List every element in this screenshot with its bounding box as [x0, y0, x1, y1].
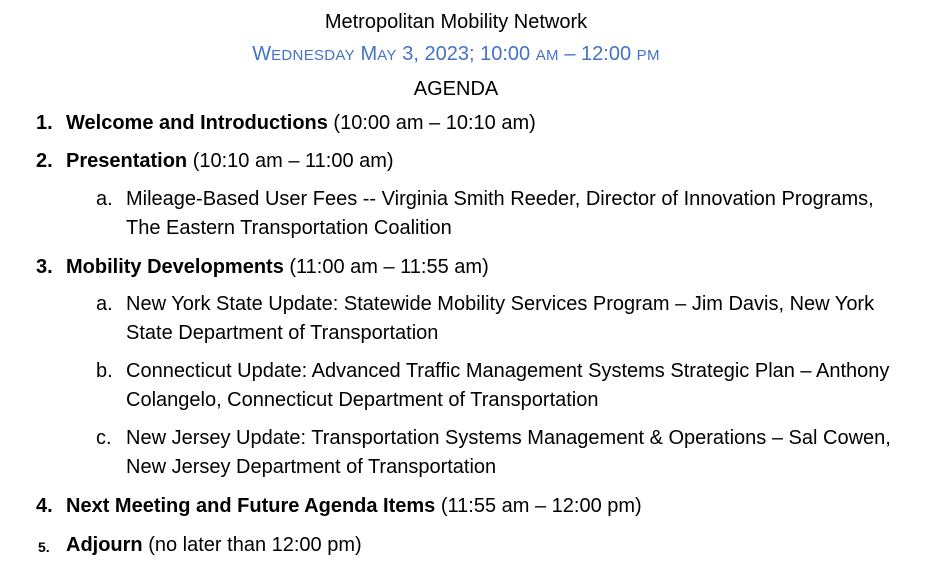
item-title: Presentation	[66, 150, 188, 172]
item-body	[66, 493, 642, 519]
item-time: (11:00 am – 11:55 am)	[283, 256, 489, 278]
item-title: Mobility Developments	[66, 256, 284, 278]
subitem-text: Connecticut Update: Advanced Traffic Management Systems Strategic Plan – Anthony Colangelo, Connecticut Department of Transportation	[126, 360, 890, 411]
organization-title: Metropolitan Mobility Network	[324, 11, 588, 33]
item-title: Next Meeting and Future Agenda Items	[66, 495, 436, 517]
subitem-text: New Jersey Update: Transportation Systems Management & Operations – Sal Cowen, New Jersey Department of Transportation	[126, 427, 891, 478]
item-number: 3.	[36, 256, 53, 278]
date-day-rest: EDNESDAY	[271, 47, 355, 64]
item-body	[66, 532, 362, 558]
item-title: Welcome and Introductions	[66, 112, 328, 134]
date-month-lead: M	[360, 43, 378, 65]
subitem-letter: c.	[96, 427, 112, 449]
subitem-letter: a.	[96, 188, 113, 210]
subitem-letter: a.	[96, 293, 113, 315]
item-time: (10:00 am – 10:10 am)	[327, 112, 536, 134]
item-number: 4.	[36, 495, 53, 517]
subitem-text: Mileage-Based User Fees -- Virginia Smith Reeder, Director of Innovation Programs, The Eastern Transportation Coalition	[126, 188, 874, 239]
date-pm: PM	[636, 47, 660, 64]
date-day-lead: W	[252, 43, 272, 65]
item-body	[66, 110, 536, 136]
item-title: Adjourn	[66, 534, 143, 556]
date-month-rest: AY	[377, 47, 397, 64]
date-am: AM	[535, 47, 559, 64]
subitem-letter: b.	[96, 360, 113, 382]
item-body	[66, 148, 394, 174]
subitem-text: New York State Update: Statewide Mobility Services Program – Jim Davis, New York State Department of Transportation	[126, 293, 875, 344]
item-time: (11:55 am – 12:00 pm)	[435, 495, 642, 517]
date-dash-time: – 12:00	[558, 43, 637, 65]
item-number: 2.	[36, 150, 53, 172]
item-time: (10:10 am – 11:00 am)	[187, 150, 394, 172]
meeting-date	[0, 41, 912, 69]
item-time: (no later than 12:00 pm)	[142, 534, 362, 556]
item-number: 1.	[36, 112, 53, 134]
date-rest: 3, 2023; 10:00	[396, 43, 536, 65]
item-body	[66, 254, 489, 280]
agenda-heading: AGENDA	[413, 78, 499, 100]
item-number: 5.	[38, 539, 50, 555]
